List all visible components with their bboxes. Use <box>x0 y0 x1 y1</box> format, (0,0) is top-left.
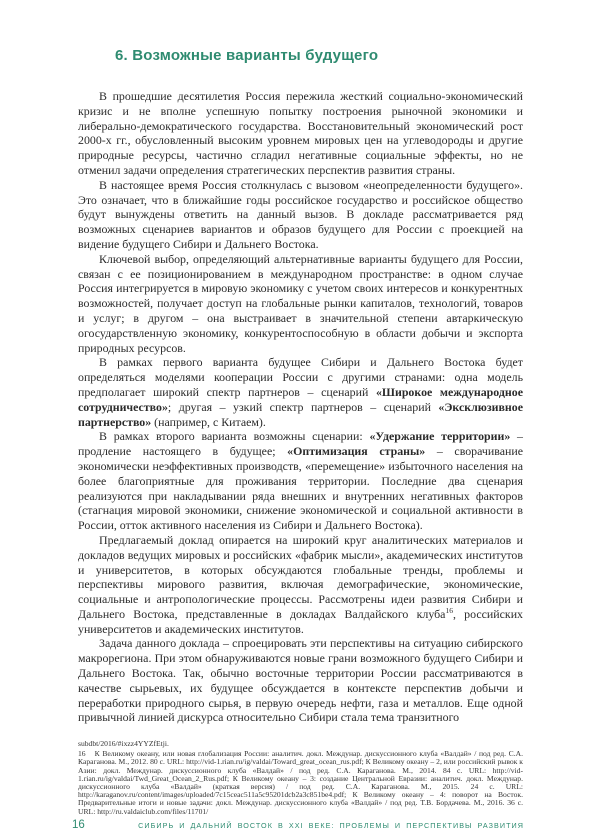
footnotes <box>78 740 523 816</box>
paragraph <box>78 636 523 725</box>
text-run: В настоящее время Россия столкнулась с вызовом «неопределенности будущего». Это означает, что в ближайшие годы российское государство и российское общество будут вынуждены ответить на данный вызов. В докладе рассматривается ряд возможных сценариев вариантов и образов будущего для России с проекцией на видение будущего Сибири и Дальнего Востока. <box>78 177 523 251</box>
text-run: ; другая – узкий спектр партнеров – сценарий <box>167 399 439 414</box>
text-run: Предлагаемый доклад опирается на широкий круг аналитических материалов и докладов ведущих мировых и российских «фабрик мысли», академических институтов и университетов, в которых обсуждаются глобальные тренды, проблемы и перспективы мирового развития, включая демографические, экономические, социальные и антропологические процессы. Рассмотрены идеи развития Сибири и Дальнего Востока, представленные в докладах Валдайского клуба <box>78 532 523 621</box>
footnote-ref: 16 <box>445 605 453 615</box>
footnote-text: К Великому океану, или новая глобализация России: аналитич. докл. Междунар. дискуссионного клуба «Валдай» / под ред. С.А. Караганова. М., 2012. 80 с. URL: http://vid-1.rian.ru/ig/valdai/Toward_great_ocean_rus.pdf; К Великому океану – 2, или российский рывок к Азии: докл. Междунар. дискуссионного клуба «Валдай» / под ред. С.А. Караганова. М., 2014. 84 с. URL: http://vid-1.rian.ru/ig/valdai/Twd_Great_Ocean_2_Rus.pdf; К Великому океану – 3: создание Центральной Евразии: аналитич. докл. Междунар. дискуссионного клуба «Валдай» (краткая версия) / под ред. С.А. Караганова. М., 2015. 24 с. URL: http://karaganov.ru/content/images/uploaded/7c15ceac511a5c95201dcb2a3c851be4.pdf; К Великому океану – 4: поворот на Восток. Предварительные итоги и новые задачи: докл. Междунар. дискуссионного клуба «Валдай» / под ред. Т.В. Бордачева. М., 2016. 36 с. URL: http://ru.valdaiclub.com/files/11701/ <box>78 749 523 816</box>
scenario-name-bold: «Удержание территории» <box>369 429 511 444</box>
body-text <box>78 89 523 725</box>
running-title: СИБИРЬ И ДАЛЬНИЙ ВОСТОК В XXI ВЕКЕ: ПРОБЛЕМЫ И ПЕРСПЕКТИВЫ РАЗВИТИЯ <box>138 821 524 830</box>
footnote-carryover: subdbt/2016/#ixzz4YYZfEtji. <box>78 739 169 748</box>
scenario-name-bold: «Широкое международное сотрудничество» <box>78 384 523 414</box>
text-run: В рамках второго варианта возможны сценарии: <box>99 429 370 444</box>
paragraph <box>78 252 523 356</box>
text-run: В прошедшие десятилетия Россия пережила жесткий социально-экономический кризис и не вполне успешную попытку построения рыночной экономики и либерально-демократического государства. Восстановительный экономический рост 2000-х гг., обусловленный высоким уровнем мировых цен на углеводороды и другие природные ресурсы, частично сгладил негативные социальные эффекты, но не отменил задачи определения стратегических перспектив развития страны. <box>78 89 523 177</box>
paragraph <box>78 89 523 178</box>
footnote-number: 16 <box>78 749 86 759</box>
text-run: Задача данного доклада – спроецировать эти перспективы на ситуацию сибирского макрорегиона. При этом обнаруживаются новые грани возможного будущего Сибири и Дальнего Востока. Так, обычно восточные территории России рассматриваются в качестве сырьевых, их будущее обсуждается в контексте перспектив добычи и переработки природного сырья, в первую очередь нефти, газа и металлов. Еще одной привычной линией дискурса относительно Сибири стала тема транзитного <box>78 636 523 725</box>
text-run: В рамках первого варианта будущее Сибири и Дальнего Востока будет определяться моделями кооперации России с другими странами: одна модель предполагает широкий спектр партнеров – сценарий <box>78 355 523 399</box>
text-run: , российских университетов и академических институтов. <box>78 606 523 636</box>
footnote-list <box>78 750 523 816</box>
scenario-name-bold: «Эксклюзивное партнерство» <box>78 399 523 429</box>
footnote <box>78 750 523 816</box>
section-heading: 6. Возможные варианты будущего <box>115 47 379 64</box>
paragraph <box>78 355 523 429</box>
paragraph <box>78 429 523 533</box>
page-number: 16 <box>72 819 85 831</box>
text-run: – продление настоящего в будущее; <box>78 429 523 459</box>
text-run: – сворачивание экономически неэффективных производств, «перемещение» избыточного населения на более благоприятные для проживания территории. Последние два сценария реализуются при накладывании ряда внешних и внутренних негативных факторов (стагнация мировой экономики, снижение экономической и социальной активности в России, отток активного населения из Сибири и Дальнего Востока). <box>78 444 524 533</box>
page-footer <box>72 819 524 831</box>
text-run: Ключевой выбор, определяющий альтернативные варианты будущего для России, связан с ее позиционированием в международном пространстве: в одном случае Россия интегрируется в мировую экономику с учетом своих интересов и конкурентных возможностей, получает доступ на глобальные рынки капиталов, технологий, товаров и услуг; в другом – она выстраивает в значительной степени автаркическую огосударствленную экономику, конкурентоспособную в области добычи и экспорта природных ресурсов. <box>78 251 523 355</box>
paragraph <box>78 533 523 637</box>
paragraph <box>78 178 523 252</box>
scenario-name-bold: «Оптимизация страны» <box>287 444 426 459</box>
text-run: (например, с Китаем). <box>151 414 266 429</box>
